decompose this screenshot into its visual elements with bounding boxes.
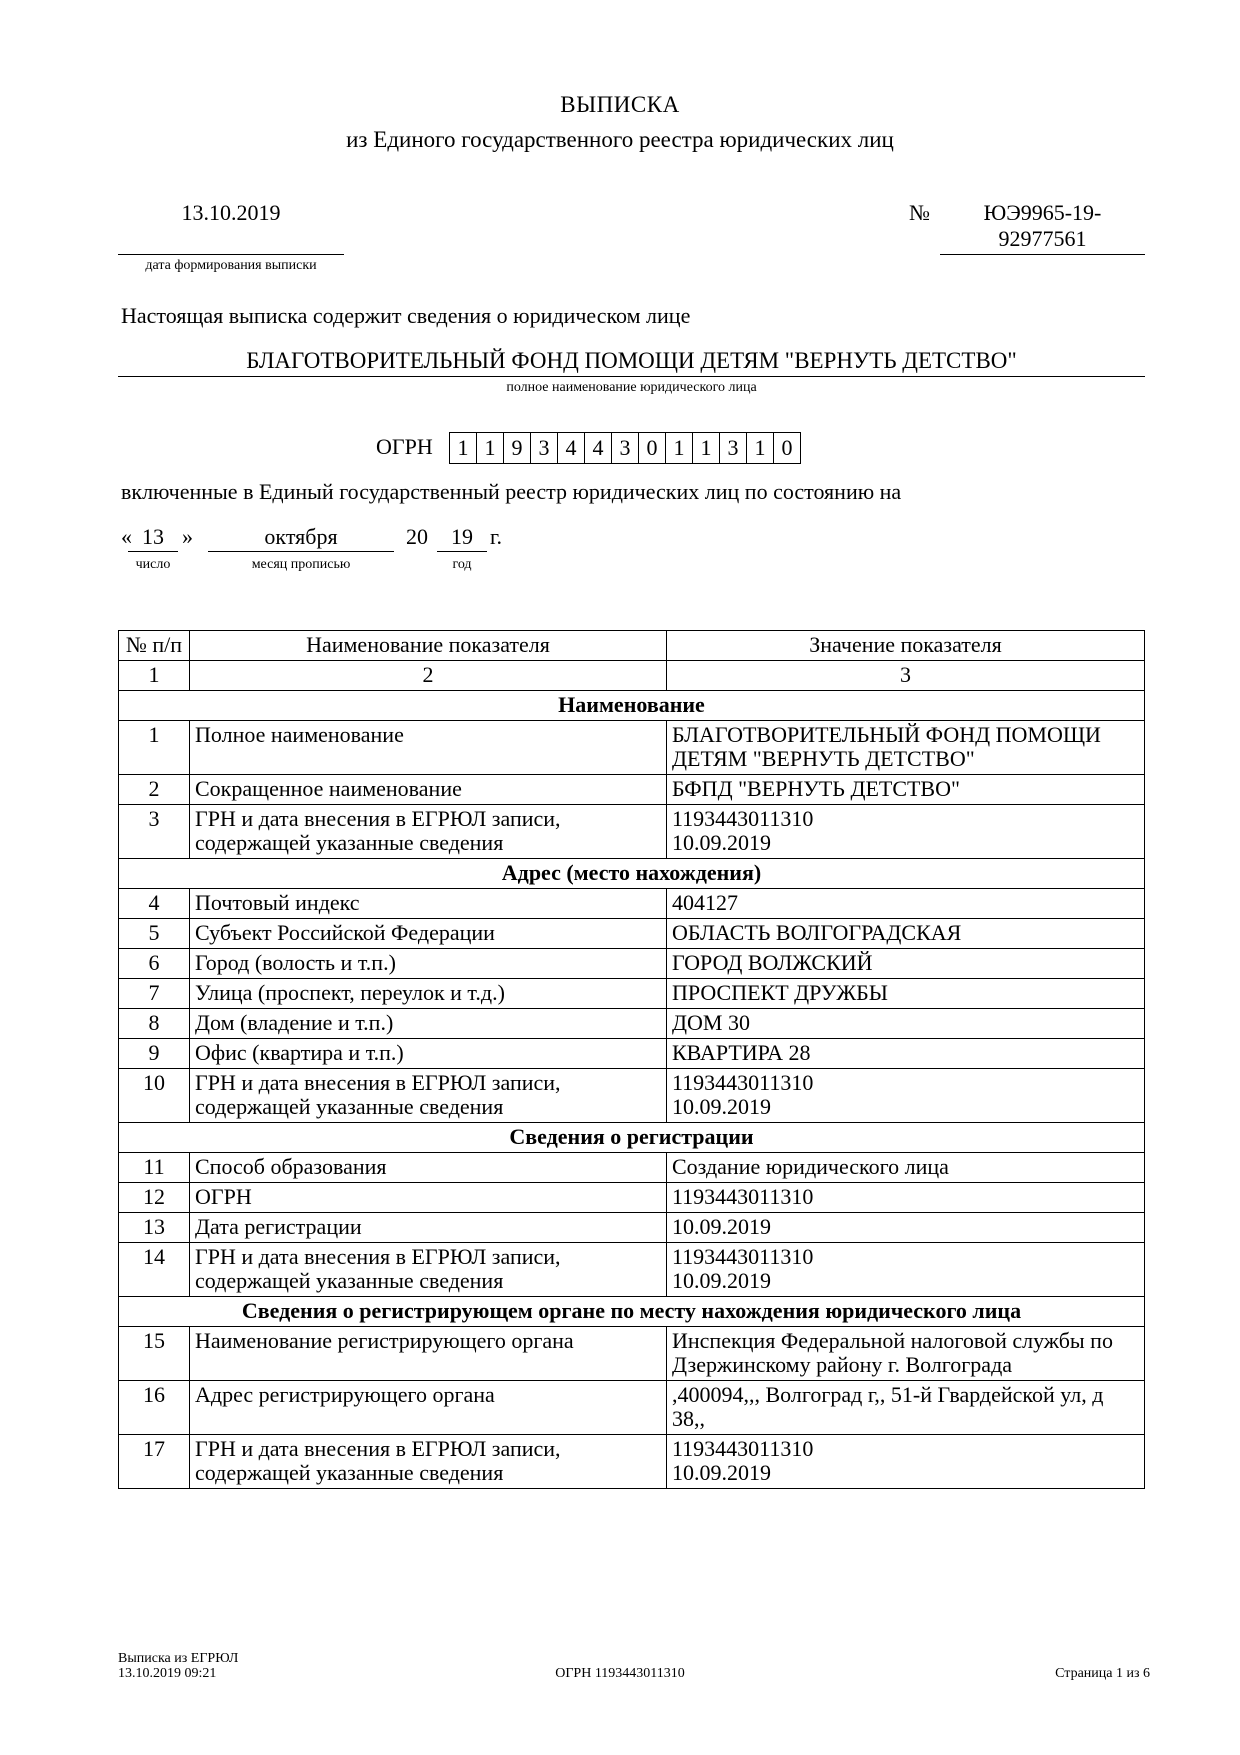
table-row (119, 949, 1145, 979)
ogrn-digit: 3 (531, 432, 558, 464)
table-row (119, 805, 1145, 859)
register-table (118, 630, 1145, 1489)
indicator-value: ,400094,,, Волгоград г,, 51-й Гвардейской ул, д 38,, (667, 1381, 1145, 1435)
section-header-row (119, 691, 1145, 721)
indicator-name: Полное наименование (190, 721, 667, 775)
table-column-numbers-row (119, 661, 1145, 691)
ogrn-digit: 0 (639, 432, 666, 464)
state-month: октября (264, 524, 338, 549)
state-century: 20 (406, 524, 428, 549)
indicator-value: Создание юридического лица (667, 1153, 1145, 1183)
indicator-value: ДОМ 30 (667, 1009, 1145, 1039)
indicator-name: Сокращенное наименование (190, 775, 667, 805)
month-caption: месяц прописью (251, 557, 351, 572)
section-header-row (119, 1297, 1145, 1327)
table-row (119, 1153, 1145, 1183)
row-number: 5 (119, 919, 190, 949)
row-number: 10 (119, 1069, 190, 1123)
ogrn-label: ОГРН (376, 434, 433, 459)
entity-full-name: БЛАГОТВОРИТЕЛЬНЫЙ ФОНД ПОМОЩИ ДЕТЯМ "ВЕРНУТЬ ДЕТСТВО" (246, 348, 1017, 373)
indicator-name: Почтовый индекс (190, 889, 667, 919)
year-caption: год (452, 557, 472, 572)
footer-ogrn: ОГРН 1193443011310 (555, 1666, 685, 1681)
footer-timestamp: 13.10.2019 09:21 (118, 1666, 217, 1681)
table-row (119, 889, 1145, 919)
indicator-name: ОГРН (190, 1183, 667, 1213)
footer-page-number: Страница 1 из 6 (1055, 1666, 1150, 1681)
indicator-name: ГРН и дата внесения в ЕГРЮЛ записи, содержащей указанные сведения (190, 1069, 667, 1123)
row-number: 4 (119, 889, 190, 919)
indicator-value: ОБЛАСТЬ ВОЛГОГРАДСКАЯ (667, 919, 1145, 949)
indicator-name: ГРН и дата внесения в ЕГРЮЛ записи, содержащей указанные сведения (190, 1435, 667, 1489)
column-number-2: 2 (190, 661, 667, 691)
table-row (119, 1039, 1145, 1069)
table-row (119, 979, 1145, 1009)
table-row (119, 775, 1145, 805)
header-number: № п/п (119, 631, 190, 661)
indicator-name: Дом (владение и т.п.) (190, 1009, 667, 1039)
row-number: 14 (119, 1243, 190, 1297)
table-row (119, 1435, 1145, 1489)
table-row (119, 1009, 1145, 1039)
ogrn-digit: 1 (747, 432, 774, 464)
extract-date-underline (118, 254, 344, 255)
indicator-value: 10.09.2019 (667, 1213, 1145, 1243)
row-number: 2 (119, 775, 190, 805)
date-close-quote: » (182, 524, 193, 549)
document-subtitle: из Единого государственного реестра юридических лиц (346, 127, 894, 152)
row-number: 9 (119, 1039, 190, 1069)
row-number: 13 (119, 1213, 190, 1243)
entity-intro: Настоящая выписка содержит сведения о юридическом лице (121, 303, 691, 328)
indicator-name: Дата регистрации (190, 1213, 667, 1243)
indicator-value: КВАРТИРА 28 (667, 1039, 1145, 1069)
header-indicator-value: Значение показателя (667, 631, 1145, 661)
table-row (119, 1381, 1145, 1435)
indicator-value: ПРОСПЕКТ ДРУЖБЫ (667, 979, 1145, 1009)
included-text: включенные в Единый государственный реестр юридических лиц по состоянию на (121, 479, 902, 504)
ogrn-digit: 9 (504, 432, 531, 464)
column-number-1: 1 (119, 661, 190, 691)
table-row (119, 1213, 1145, 1243)
entity-name-caption: полное наименование юридического лица (506, 380, 757, 395)
header-indicator-name: Наименование показателя (190, 631, 667, 661)
section-title: Наименование (119, 691, 1145, 721)
section-title: Сведения о регистрации (119, 1123, 1145, 1153)
extract-date: 13.10.2019 (181, 200, 281, 225)
document-title: ВЫПИСКА (560, 92, 680, 117)
table-row (119, 1327, 1145, 1381)
table-row (119, 919, 1145, 949)
indicator-name: ГРН и дата внесения в ЕГРЮЛ записи, содержащей указанные сведения (190, 1243, 667, 1297)
row-number: 6 (119, 949, 190, 979)
extract-number-line1: ЮЭ9965-19- (983, 200, 1102, 225)
entity-name-underline (118, 376, 1145, 377)
ogrn-digit: 1 (666, 432, 693, 464)
extract-number-underline (940, 254, 1145, 255)
indicator-value: 1193443011310 10.09.2019 (667, 805, 1145, 859)
indicator-value: 1193443011310 10.09.2019 (667, 1435, 1145, 1489)
ogrn-digit-boxes (449, 432, 801, 464)
footer-doc-title: Выписка из ЕГРЮЛ (118, 1651, 239, 1666)
indicator-value: БЛАГОТВОРИТЕЛЬНЫЙ ФОНД ПОМОЩИ ДЕТЯМ "ВЕРНУТЬ ДЕТСТВО" (667, 721, 1145, 775)
indicator-name: ГРН и дата внесения в ЕГРЮЛ записи, содержащей указанные сведения (190, 805, 667, 859)
table-row (119, 721, 1145, 775)
row-number: 1 (119, 721, 190, 775)
section-title: Адрес (место нахождения) (119, 859, 1145, 889)
ogrn-digit: 4 (585, 432, 612, 464)
state-year-suffix: г. (490, 524, 503, 549)
month-underline (208, 551, 394, 552)
ogrn-digit: 3 (720, 432, 747, 464)
day-caption: число (135, 557, 171, 572)
table-row (119, 1243, 1145, 1297)
table-header-row (119, 631, 1145, 661)
row-number: 8 (119, 1009, 190, 1039)
row-number: 7 (119, 979, 190, 1009)
indicator-name: Офис (квартира и т.п.) (190, 1039, 667, 1069)
indicator-name: Способ образования (190, 1153, 667, 1183)
ogrn-digit: 0 (774, 432, 801, 464)
indicator-value: 404127 (667, 889, 1145, 919)
indicator-name: Адрес регистрирующего органа (190, 1381, 667, 1435)
year-underline (437, 551, 487, 552)
extract-number-line2: 92977561 (998, 226, 1087, 251)
section-title: Сведения о регистрирующем органе по месту нахождения юридического лица (119, 1297, 1145, 1327)
state-year: 19 (451, 524, 473, 549)
indicator-value: ГОРОД ВОЛЖСКИЙ (667, 949, 1145, 979)
indicator-value: БФПД "ВЕРНУТЬ ДЕТСТВО" (667, 775, 1145, 805)
date-open-quote: « (121, 524, 132, 549)
row-number: 12 (119, 1183, 190, 1213)
ogrn-digit: 1 (450, 432, 477, 464)
row-number: 3 (119, 805, 190, 859)
indicator-name: Улица (проспект, переулок и т.д.) (190, 979, 667, 1009)
row-number: 17 (119, 1435, 190, 1489)
indicator-value: Инспекция Федеральной налоговой службы по Дзержинскому району г. Волгограда (667, 1327, 1145, 1381)
ogrn-digit: 1 (693, 432, 720, 464)
table-row (119, 1183, 1145, 1213)
extract-number (940, 200, 1145, 252)
state-day: 13 (142, 524, 164, 549)
ogrn-digit: 3 (612, 432, 639, 464)
indicator-name: Субъект Российской Федерации (190, 919, 667, 949)
section-header-row (119, 859, 1145, 889)
column-number-3: 3 (667, 661, 1145, 691)
section-header-row (119, 1123, 1145, 1153)
extract-date-caption: дата формирования выписки (145, 258, 317, 273)
indicator-name: Наименование регистрирующего органа (190, 1327, 667, 1381)
row-number: 16 (119, 1381, 190, 1435)
day-underline (128, 551, 178, 552)
table-row (119, 1069, 1145, 1123)
row-number: 11 (119, 1153, 190, 1183)
ogrn-digit: 1 (477, 432, 504, 464)
extract-number-sign: № (909, 200, 930, 225)
row-number: 15 (119, 1327, 190, 1381)
indicator-name: Город (волость и т.п.) (190, 949, 667, 979)
indicator-value: 1193443011310 10.09.2019 (667, 1069, 1145, 1123)
indicator-value: 1193443011310 10.09.2019 (667, 1243, 1145, 1297)
indicator-value: 1193443011310 (667, 1183, 1145, 1213)
ogrn-digit: 4 (558, 432, 585, 464)
